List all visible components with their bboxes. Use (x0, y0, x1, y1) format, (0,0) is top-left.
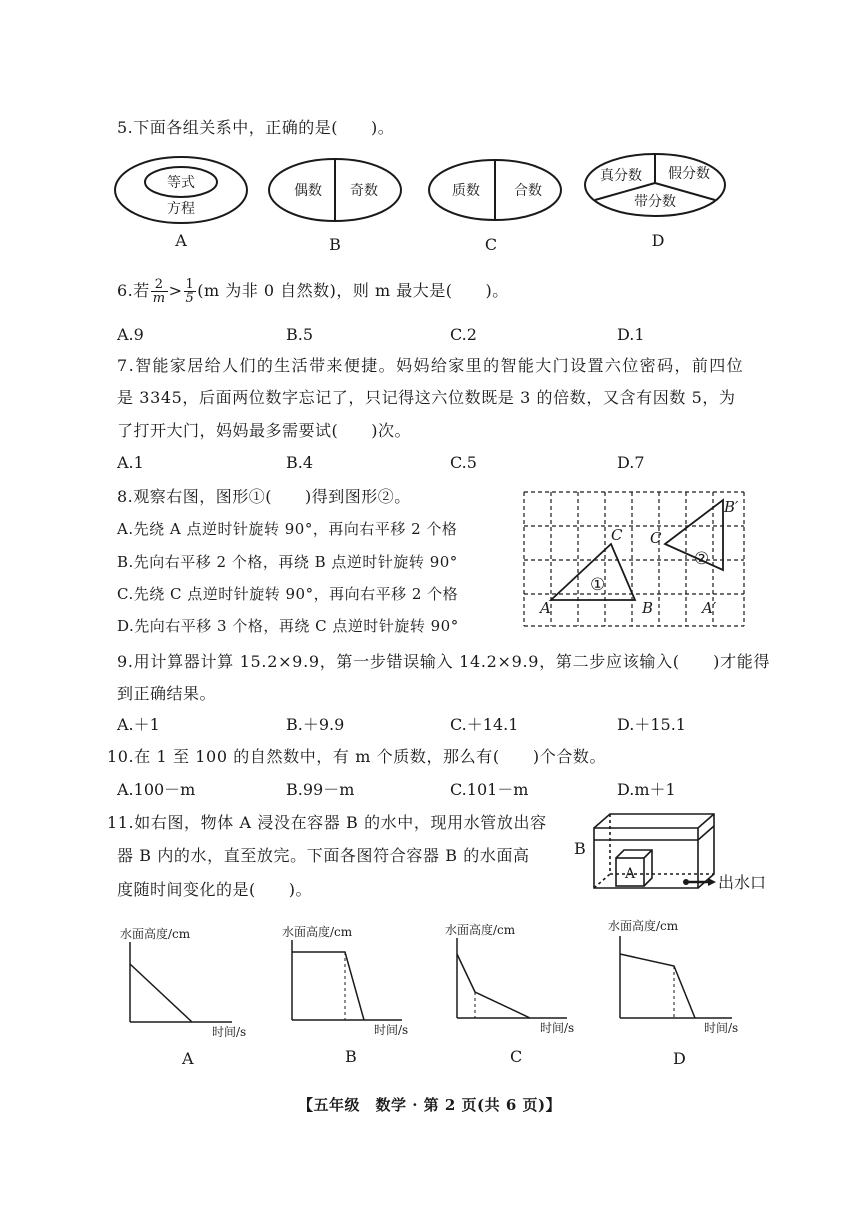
q9-option-d: D.＋15.1 (617, 715, 686, 734)
q11-graph-b (282, 924, 408, 1066)
graph-a-label: A (182, 1049, 194, 1068)
q10-option-d: D.m＋1 (617, 780, 676, 799)
q5-d-label: D (651, 231, 665, 250)
q11-graph-c (445, 922, 574, 1066)
q10-option-b: B.99－m (286, 780, 355, 799)
q10-stem: 10.在 1 至 100 的自然数中，有 m 个质数，那么有( )个合数。 (107, 747, 607, 766)
q5-d-bottom: 带分数 (634, 194, 676, 210)
q5-a-label: A (175, 231, 187, 250)
q6-fraction-2 (184, 278, 197, 305)
graph-a-line (130, 964, 192, 1022)
q5-c-right: 合数 (514, 183, 542, 199)
container-top-right (594, 814, 714, 888)
q5-b-left: 偶数 (294, 183, 322, 199)
q6-frac2-den: 5 (185, 291, 195, 306)
q9-option-a: A.＋1 (117, 715, 160, 734)
q6-stem (117, 276, 509, 306)
object-label-a: A (625, 866, 636, 882)
q7-line1: 7.智能家居给人们的生活带来便捷。妈妈给家里的智能大门设置六位密码，前四位 (117, 356, 745, 375)
graph-b-label: B (345, 1047, 357, 1066)
q5-diagram-c (429, 160, 561, 254)
q11-line2: 器 B 内的水，直至放完。下面各图符合容器 B 的水面高 (117, 846, 530, 865)
q5-b-right: 奇数 (350, 183, 378, 199)
q5-stem: 5.下面各组关系中，正确的是( )。 (117, 118, 395, 137)
page-footer: 【五年级 数学 · 第 2 页(共 6 页)】 (298, 1096, 562, 1114)
q7-option-c: C.5 (450, 453, 477, 472)
outlet-label: 出水口 (718, 873, 767, 892)
q6-frac2-num: 1 (185, 277, 195, 292)
q8-shape1-marker: ① (590, 575, 606, 595)
q6-option-c: C.2 (450, 325, 477, 344)
graph-d-label: D (673, 1049, 686, 1068)
graph-c-ylabel: 水面高度/cm (445, 923, 516, 937)
q8-label-c: C (611, 526, 623, 544)
q8-label-a: A (540, 599, 551, 617)
q5-d-top-right: 假分数 (668, 166, 710, 182)
q8-label-b: B (642, 599, 654, 617)
q11-graphs (112, 912, 752, 1072)
q6-frac1-den: m (152, 291, 166, 306)
q7-line2: 是 3345，后面两位数字忘记了，只记得这六位数既是 3 的倍数，又含有因数 5，为 (117, 388, 736, 407)
q5-d-top-left: 真分数 (600, 168, 642, 184)
graph-c-label: C (510, 1047, 523, 1066)
graph-a-ylabel: 水面高度/cm (120, 927, 191, 941)
q11-line3: 度随时间变化的是( )。 (117, 880, 312, 899)
q6-option-a: A.9 (117, 325, 144, 344)
graph-d-ylabel: 水面高度/cm (608, 919, 679, 933)
q6-prefix: 6.若 (117, 281, 150, 300)
q6-suffix: (m 为非 0 自然数)，则 m 最大是( )。 (197, 281, 509, 300)
q8-shape2-marker: ② (694, 549, 710, 569)
q5-a-inner: 等式 (167, 175, 195, 191)
graph-b-line (292, 952, 364, 1020)
graph-d-line (620, 954, 695, 1018)
graph-b-ylabel: 水面高度/cm (282, 925, 353, 939)
q8-option-c: C.先绕 C 点逆时针旋转 90°，再向右平移 2 个格 (117, 585, 459, 603)
q8-stem: 8.观察右图，图形①( )得到图形②。 (117, 487, 411, 506)
q7-option-d: D.7 (617, 453, 645, 472)
q5-diagram-a (115, 157, 247, 250)
q10-option-a: A.100－m (117, 780, 196, 799)
graph-b-xlabel: 时间/s (374, 1023, 409, 1037)
container-label-b: B (574, 839, 586, 858)
q8-option-b: B.先向右平移 2 个格，再绕 B 点逆时针旋转 90° (117, 553, 458, 571)
q9-line2: 到正确结果。 (117, 684, 217, 703)
q8-label-a2: A′ (702, 599, 717, 617)
q7-option-a: A.1 (117, 453, 144, 472)
graph-c-line (457, 954, 530, 1018)
q5-a-outer: 方程 (167, 201, 195, 217)
q6-option-b: B.5 (286, 325, 314, 344)
q6-frac1-num: 2 (151, 278, 168, 292)
graph-a-xlabel: 时间/s (212, 1025, 247, 1039)
q8-label-b2: B′ (724, 498, 739, 516)
q8-label-c2: C (650, 529, 662, 547)
q5-c-label: C (484, 235, 498, 254)
q8-grid-figure (518, 486, 750, 632)
q5-diagrams (110, 150, 740, 260)
q9-option-b: B.＋9.9 (286, 715, 345, 734)
q10-option-c: C.101－m (450, 780, 529, 799)
q8-option-a: A.先绕 A 点逆时针旋转 90°，再向右平移 2 个格 (117, 520, 458, 538)
graph-d-xlabel: 时间/s (704, 1021, 739, 1035)
q5-diagram-b (269, 159, 401, 254)
q7-line3: 了打开大门，妈妈最多需要试( )次。 (117, 421, 411, 440)
q5-diagram-d (585, 154, 725, 250)
q5-c-left: 质数 (452, 183, 480, 199)
outlet-arrow-icon (708, 878, 716, 886)
q11-graph-d (608, 918, 738, 1068)
q8-option-d: D.先向右平移 3 个格，再绕 C 点逆时针旋转 90° (117, 617, 459, 635)
q11-line1: 11.如右图，物体 A 浸没在容器 B 的水中，现用水管放出容 (107, 813, 547, 832)
q7-option-b: B.4 (286, 453, 314, 472)
graph-c-xlabel: 时间/s (540, 1021, 575, 1035)
q6-gt: > (168, 281, 183, 300)
q11-container-figure (568, 808, 767, 898)
q6-fraction-1 (151, 278, 168, 305)
q5-b-label: B (329, 235, 341, 254)
q6-option-d: D.1 (617, 325, 645, 344)
q11-graph-a (120, 926, 246, 1068)
q9-line1: 9.用计算器计算 15.2×9.9，第一步错误输入 14.2×9.9，第二步应该输入( )才能得 (117, 652, 771, 671)
q9-option-c: C.＋14.1 (450, 715, 519, 734)
